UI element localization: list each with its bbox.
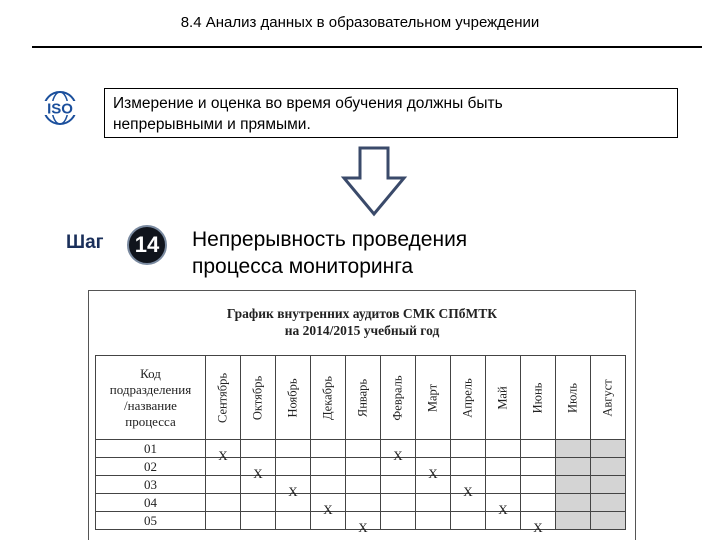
month-header-label: Август — [600, 378, 615, 417]
step-description — [192, 226, 467, 280]
audit-month-cell — [276, 440, 311, 458]
month-header-label: Сентябрь — [215, 372, 230, 423]
audit-month-cell — [556, 494, 591, 512]
audit-mark: X — [533, 520, 543, 535]
audit-month-cell — [241, 512, 276, 530]
audit-mark: X — [428, 466, 438, 481]
audit-schedule-title — [89, 305, 635, 339]
month-header-label: Декабрь — [320, 375, 335, 420]
month-header — [311, 356, 346, 440]
audit-month-cell — [346, 512, 381, 535]
step-description-line-1: Непрерывность проведения — [192, 228, 468, 251]
unit-code-header-line: /название — [124, 397, 177, 413]
audit-month-cell — [241, 458, 276, 481]
audit-month-cell — [486, 458, 521, 476]
audit-month-cell — [451, 494, 486, 512]
audit-month-cell — [381, 476, 416, 494]
audit-month-cell — [206, 512, 241, 530]
audit-month-cell — [381, 494, 416, 512]
month-header — [416, 356, 451, 440]
audit-row — [96, 494, 626, 512]
audit-month-cell — [451, 440, 486, 458]
month-header — [521, 356, 556, 440]
audit-month-cell — [451, 512, 486, 530]
audit-month-cell — [276, 476, 311, 499]
audit-schedule-table — [95, 355, 626, 535]
month-header-label: Январь — [355, 378, 370, 417]
down-arrow-icon — [340, 146, 408, 218]
iso-logo-text: ISO — [47, 100, 73, 118]
audit-month-cell — [521, 440, 556, 458]
audit-month-cell — [556, 458, 591, 476]
month-header-label: Май — [495, 385, 510, 410]
audit-mark: X — [463, 484, 473, 499]
audit-mark: X — [393, 448, 403, 463]
audit-month-cell — [311, 440, 346, 458]
audit-month-cell — [206, 494, 241, 512]
statement-line-2: непрерывными и прямыми. — [113, 116, 311, 133]
audit-mark: X — [253, 466, 263, 481]
title-divider — [32, 46, 702, 48]
audit-month-cell — [311, 476, 346, 494]
month-header-label: Ноябрь — [285, 377, 300, 418]
audit-month-cell — [416, 476, 451, 494]
step-description-line-2: процесса мониторинга — [192, 255, 414, 278]
month-header-label: Апрель — [460, 377, 475, 418]
month-header — [276, 356, 311, 440]
audit-mark: X — [288, 484, 298, 499]
unit-code-header — [96, 356, 206, 440]
audit-row — [96, 458, 626, 476]
month-header-label: Июль — [565, 382, 580, 413]
unit-code-cell: 05 — [96, 512, 206, 530]
unit-code-header-line: подразделения — [109, 381, 192, 397]
step-number-badge: 14 — [127, 225, 167, 265]
month-header — [591, 356, 626, 440]
month-header-label: Февраль — [390, 374, 405, 421]
audit-month-cell — [556, 440, 591, 458]
audit-month-cell — [346, 494, 381, 512]
audit-month-cell — [346, 476, 381, 494]
audit-month-cell — [451, 476, 486, 499]
unit-code-cell: 03 — [96, 476, 206, 494]
audit-month-cell — [381, 512, 416, 530]
audit-title-line-1: График внутренних аудитов СМК СПбМТК — [226, 306, 498, 321]
audit-month-cell — [381, 440, 416, 463]
iso-logo — [36, 90, 84, 126]
audit-month-cell — [486, 512, 521, 530]
statement-box — [104, 88, 678, 138]
audit-mark: X — [358, 520, 368, 535]
audit-row — [96, 476, 626, 494]
month-header — [486, 356, 521, 440]
unit-code-header-line: процесса — [125, 413, 176, 429]
month-header — [451, 356, 486, 440]
audit-month-cell — [451, 458, 486, 476]
audit-month-cell — [521, 458, 556, 476]
slide-title: 8.4 Анализ данных в образовательном учреждении — [180, 14, 540, 31]
statement-line-1: Измерение и оценка во время обучения должны быть — [113, 95, 503, 112]
audit-month-cell — [241, 476, 276, 494]
audit-month-cell — [276, 512, 311, 530]
audit-month-cell — [521, 512, 556, 535]
audit-month-cell — [416, 458, 451, 481]
audit-month-cell — [591, 512, 626, 530]
month-header-label: Июнь — [530, 382, 545, 413]
audit-row — [96, 440, 626, 458]
audit-month-cell — [591, 440, 626, 458]
audit-month-cell — [416, 512, 451, 530]
audit-month-cell — [311, 458, 346, 476]
audit-month-cell — [346, 440, 381, 458]
month-header — [241, 356, 276, 440]
audit-month-cell — [556, 512, 591, 530]
audit-month-cell — [416, 494, 451, 512]
audit-month-cell — [311, 512, 346, 530]
audit-month-cell — [346, 458, 381, 476]
audit-month-cell — [486, 476, 521, 494]
audit-row — [96, 512, 626, 530]
audit-mark: X — [323, 502, 333, 517]
audit-mark: X — [218, 448, 228, 463]
audit-title-line-2: на 2014/2015 учебный год — [284, 323, 440, 338]
audit-month-cell — [416, 440, 451, 458]
month-header-label: Март — [425, 383, 440, 412]
unit-code-cell: 01 — [96, 440, 206, 458]
unit-code-cell: 04 — [96, 494, 206, 512]
audit-month-cell — [591, 476, 626, 494]
month-header-label: Октябрь — [250, 375, 265, 420]
audit-month-cell — [206, 476, 241, 494]
month-header — [381, 356, 416, 440]
audit-month-cell — [591, 458, 626, 476]
audit-month-cell — [206, 440, 241, 463]
audit-month-cell — [241, 494, 276, 512]
audit-month-cell — [311, 494, 346, 517]
audit-month-cell — [591, 494, 626, 512]
unit-code-header-line: Код — [140, 365, 161, 381]
audit-schedule-image — [88, 290, 636, 540]
audit-month-cell — [276, 458, 311, 476]
month-header — [206, 356, 241, 440]
audit-month-cell — [276, 494, 311, 512]
audit-month-cell — [521, 476, 556, 494]
audit-month-cell — [556, 476, 591, 494]
audit-month-cell — [241, 440, 276, 458]
month-header — [346, 356, 381, 440]
month-header — [556, 356, 591, 440]
audit-month-cell — [521, 494, 556, 512]
unit-code-cell: 02 — [96, 458, 206, 476]
audit-month-cell — [206, 458, 241, 476]
audit-month-cell — [381, 458, 416, 476]
audit-header-row — [96, 356, 626, 440]
audit-month-cell — [486, 494, 521, 517]
audit-mark: X — [498, 502, 508, 517]
step-label: Шаг — [66, 232, 104, 253]
audit-month-cell — [486, 440, 521, 458]
